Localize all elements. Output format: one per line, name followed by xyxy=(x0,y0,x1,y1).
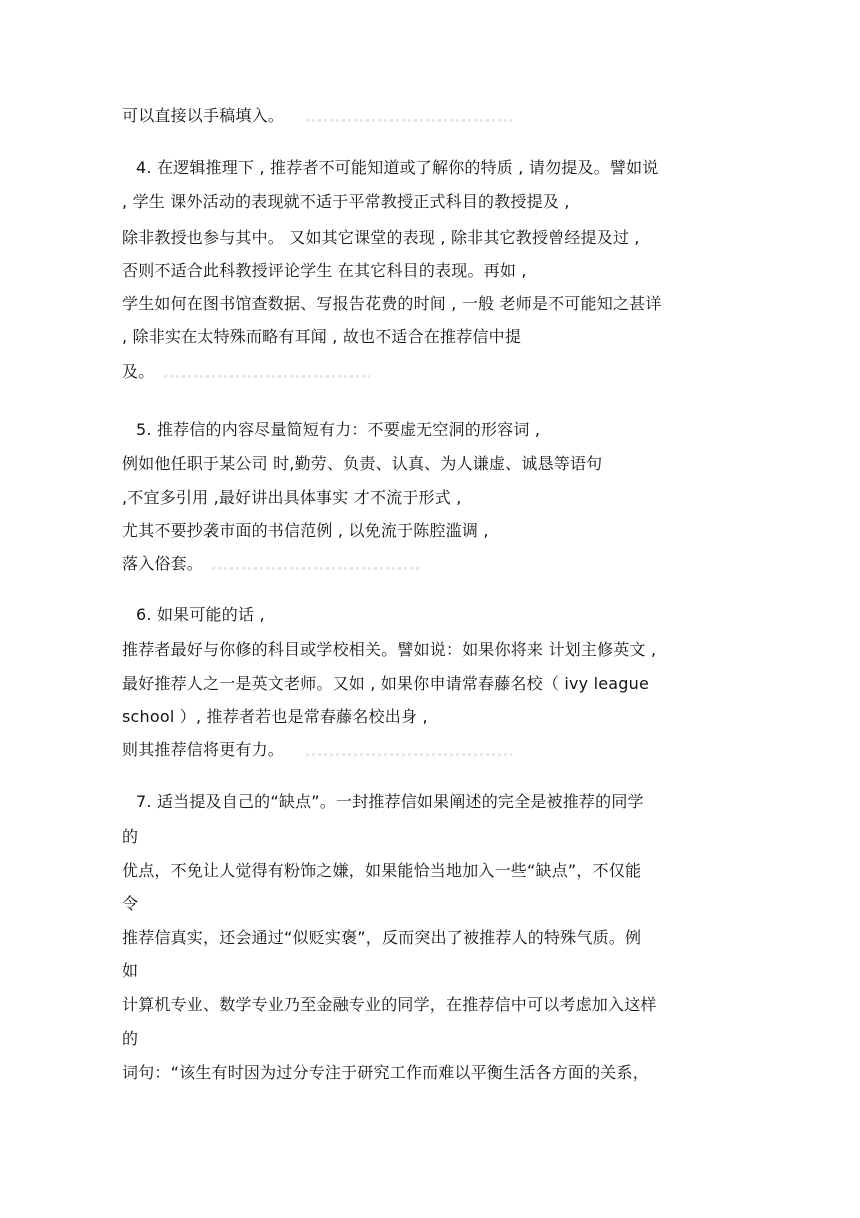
faint-marks xyxy=(306,753,512,756)
item-7-line-8: 的 xyxy=(122,1029,139,1048)
item-6-line-4: school ）, 推荐者若也是常春藤名校出身 , xyxy=(122,707,428,726)
item-6-line-5: 则其推荐信将更有力。 xyxy=(122,740,285,759)
item-7-line-3: 优点，不免让人觉得有粉饰之嫌，如果能恰当地加入一些“缺点”，不仅能 xyxy=(122,861,642,880)
paragraph-3-tail: 可以直接以手稿填入。 xyxy=(122,106,285,125)
item-7-line-9: 词句：“该生有时因为过分专注于研究工作而难以平衡生活各方面的关系， xyxy=(122,1063,649,1082)
item-4-line-4: 否则不适合此科教授评论学生 在其它科目的表现。再如 , xyxy=(122,261,527,280)
faint-marks xyxy=(164,375,370,378)
item-7-line-6: 如 xyxy=(122,961,139,980)
faint-marks xyxy=(212,567,422,570)
item-6-line-1: 6. 如果可能的话 , xyxy=(136,605,265,624)
item-7-line-7: 计算机专业、数学专业乃至金融专业的同学，在推荐信中可以考虑加入这样 xyxy=(122,995,657,1014)
item-4-line-6: , 除非实在太特殊而略有耳闻 , 故也不适合在推荐信中提 xyxy=(122,327,522,346)
item-4-line-2: , 学生 课外活动的表现就不适于平常教授正式科目的教授提及 , xyxy=(122,192,570,211)
item-4-line-7: 及。 xyxy=(122,362,155,381)
item-5-line-4: 尤其不要抄袭市面的书信范例 , 以免流于陈腔滥调 , xyxy=(122,521,489,540)
item-7-line-5: 推荐信真实，还会通过“似贬实褒”，反而突出了被推荐人的特殊气质。例 xyxy=(122,928,642,947)
item-5-line-5: 落入俗套。 xyxy=(122,554,204,573)
faint-marks xyxy=(306,119,512,122)
item-5-line-1: 5. 推荐信的内容尽量简短有力：不要虚无空洞的形容词 , xyxy=(136,420,541,439)
item-4-line-5: 学生如何在图书馆查数据、写报告花费的时间 , 一般 老师是不可能知之甚详 xyxy=(122,294,662,313)
item-6-line-2: 推荐者最好与你修的科目或学校相关。譬如说：如果你将来 计划主修英文 , xyxy=(122,640,657,659)
item-4-line-1: 4. 在逻辑推理下 , 推荐者不可能知道或了解你的特质 , 请勿提及。譬如说 xyxy=(136,158,659,177)
item-7-line-2: 的 xyxy=(122,827,139,846)
item-7-line-4: 令 xyxy=(122,894,139,913)
item-4-line-3: 除非教授也参与其中。 又如其它课堂的表现 , 除非其它教授曾经提及过 , xyxy=(122,228,640,247)
item-5-line-3: ,不宜多引用 ,最好讲出具体事实 才不流于形式 , xyxy=(122,488,462,507)
item-6-line-3: 最好推荐人之一是英文老师。又如 , 如果你申请常春藤名校（ ivy league xyxy=(122,674,650,693)
item-5-line-2: 例如他任职于某公司 时,勤劳、负责、认真、为人谦虚、诚恳等语句 xyxy=(122,454,603,473)
item-7-line-1: 7. 适当提及自己的“缺点”。一封推荐信如果阐述的完全是被推荐的同学 xyxy=(136,792,644,811)
